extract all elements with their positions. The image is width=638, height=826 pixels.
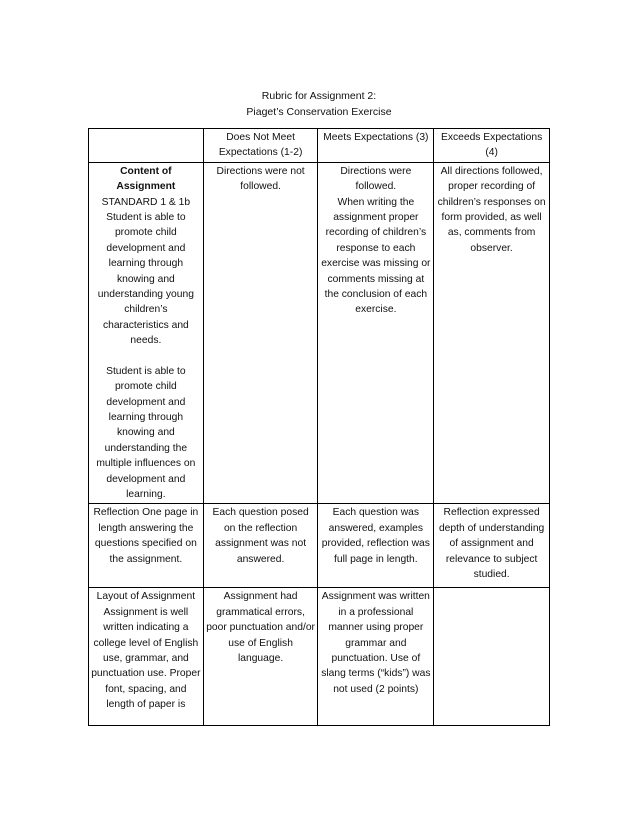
header-row bbox=[89, 129, 550, 163]
header-cell-empty bbox=[89, 129, 204, 163]
title-line-2: Piaget’s Conservation Exercise bbox=[246, 106, 392, 118]
does-not-meet-cell: Directions were not followed. bbox=[203, 162, 318, 504]
criterion-cell: Layout of Assignment Assignment is well written indicating a college level of English use, grammar, and punctuation use. Proper font, spacing, and length of paper is bbox=[89, 588, 204, 726]
exceeds-cell: All directions followed, proper recording of children’s responses on form provided, as well as, comments from observer. bbox=[434, 162, 550, 504]
rubric-table bbox=[88, 128, 550, 726]
criterion-heading: Content of Assignment bbox=[116, 165, 176, 193]
header-does-not-meet: Does Not Meet Expectations (1-2) bbox=[203, 129, 318, 163]
exceeds-cell: Reflection expressed depth of understanding of assignment and relevance to subject studied. bbox=[434, 504, 550, 588]
paragraph-gap bbox=[91, 349, 201, 364]
exceeds-cell bbox=[434, 588, 550, 726]
title-line-1: Rubric for Assignment 2: bbox=[261, 90, 377, 102]
meets-text: When writing the assignment proper recording of children’s response to each exercise was missing or comments missing at the conclusion of each exercise. bbox=[321, 196, 431, 316]
criterion-text: STANDARD 1 & 1b Student is able to promote child development and learning through knowing and understanding young children’s characteristics and needs. bbox=[97, 196, 194, 347]
meets-cell: Assignment was written in a professional manner using proper grammar and punctuation. Use of slang terms (“kids”) was not used (2 points) bbox=[318, 588, 434, 726]
does-not-meet-cell: Assignment had grammatical errors, poor punctuation and/or use of English language. bbox=[203, 588, 318, 726]
meets-cell: Each question was answered, examples provided, reflection was full page in length. bbox=[318, 504, 434, 588]
table-row bbox=[89, 162, 550, 504]
table-row bbox=[89, 504, 550, 588]
header-exceeds: Exceeds Expectations (4) bbox=[434, 129, 550, 163]
document-title bbox=[0, 88, 638, 120]
header-meets: Meets Expectations (3) bbox=[318, 129, 434, 163]
meets-text: Directions were followed. bbox=[340, 165, 412, 193]
criterion-text: Student is able to promote child development and learning through knowing and understanding the multiple influences on development and learning. bbox=[96, 365, 196, 500]
does-not-meet-cell: Each question posed on the reflection assignment was not answered. bbox=[203, 504, 318, 588]
table-row bbox=[89, 588, 550, 726]
criterion-cell bbox=[89, 162, 204, 504]
meets-cell bbox=[318, 162, 434, 504]
criterion-cell: Reflection One page in length answering the questions specified on the assignment. bbox=[89, 504, 204, 588]
